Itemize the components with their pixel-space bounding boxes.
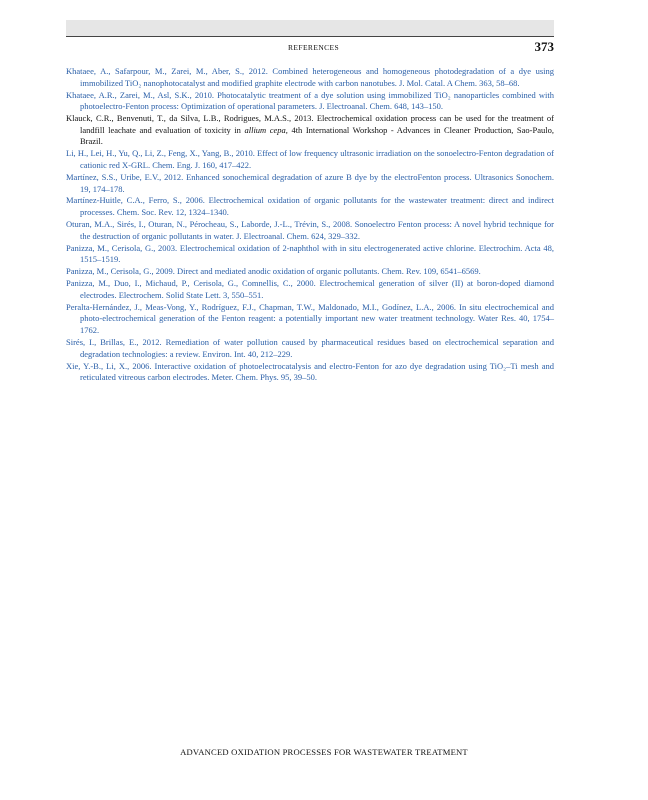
reference-item[interactable]: Li, H., Lei, H., Yu, Q., Li, Z., Feng, X., Yang, B., 2010. Effect of low frequency ultrasonic irradiation on the sonoelectro-Fenton degradation of cationic red X-GRL. Chem. Eng. J. 160, 417–422. [66, 148, 554, 170]
reference-item[interactable]: Martínez, S.S., Uribe, E.V., 2012. Enhanced sonochemical degradation of azure B dye by the electroFenton process. Ultrasonics Sonochem. 19, 174–178. [66, 171, 554, 194]
section-title: REFERENCES [288, 43, 340, 52]
reference-item[interactable]: Khataee, A., Safarpour, M., Zarei, M., Aber, S., 2012. Combined heterogeneous and homogeneous photodegradation of a dye using immobilized TiO₂ nanophotocatalyst and modified graphite electrode with carbon nanotubes. J. Mol. Catal. A Chem. 363, 58–68. [66, 66, 554, 88]
reference-item[interactable]: Martínez-Huitle, C.A., Ferro, S., 2006. Electrochemical oxidation of organic pollutants for the wastewater treatment: direct and indirect processes. Chem. Soc. Rev. 12, 1324–1340. [66, 195, 554, 218]
reference-text: Klauck, C.R., Benvenuti, T., da Silva, L.B., Rodrigues, M.A.S., 2013. Electrochemical oxidation process can be used for the treatment of landfill leachate and evaluation of toxicity in [66, 113, 554, 135]
book-title-footer: ADVANCED OXIDATION PROCESSES FOR WASTEWATER TREATMENT [180, 747, 468, 757]
reference-item[interactable]: Khataee, A.R., Zarei, M., Asl, S.K., 2010. Photocatalytic treatment of a dye solution using immobilized TiO₂ nanoparticles combined with photoelectro-Fenton process: Optimization of operational parameters. J. Electroanal. Chem. 648, 143–150. [66, 89, 554, 112]
reference-item[interactable]: Peralta-Hernández, J., Meas-Vong, Y., Rodríguez, F.J., Chapman, T.W., Maldonado, M.I., Godínez, L.A., 2006. In situ electrochemical and photo-electrochemical generation of the Fenton reagent: a potentially important new water treatment technology. Water Res. 40, 1754–1762. [66, 301, 554, 335]
reference-item[interactable]: Xie, Y.-B., Li, X., 2006. Interactive oxidation of photoelectrocatalysis and electro-Fenton for azo dye degradation using TiO₂–Ti mesh and reticulated vitreous carbon electrodes. Meter. Chem. Phys. 95, 39–50. [66, 360, 554, 383]
reference-list [66, 66, 554, 384]
reference-item[interactable]: Panizza, M., Cerisola, G., 2003. Electrochemical oxidation of 2-naphthol with in situ electrogenerated active chlorine. Electrochim. Acta 48, 1515–1519. [66, 242, 554, 265]
running-head [66, 40, 554, 56]
page-number: 373 [534, 39, 554, 54]
reference-text: , 4th International Workshop - Advances in Cleaner Production, Sao-Paulo, Brazil. [80, 124, 554, 147]
header-rule [66, 36, 554, 37]
reference-item[interactable]: Oturan, M.A., Sirés, I., Oturan, N., Pérocheau, S., Laborde, J.-L., Trévin, S., 2008. Sonoelectro Fenton process: A novel hybrid technique for the destruction of organic pollutants in water. J. Electroanal. Chem. 624, 329–332. [66, 219, 554, 241]
header-bar [66, 20, 554, 36]
reference-item [66, 113, 554, 148]
species-name: allium cepa [244, 124, 286, 135]
reference-item[interactable]: Panizza, M., Duo, I., Michaud, P., Cerisola, G., Comnellis, C., 2000. Electrochemical generation of silver (II) at boron-doped diamond electrodes. Electrochem. Solid State Lett. 3, 550–551. [66, 278, 554, 300]
reference-item[interactable]: Sirés, I., Brillas, E., 2012. Remediation of water pollution caused by pharmaceutical residues based on electrochemical separation and degradation technologies: a review. Environ. Int. 40, 212–229. [66, 336, 554, 359]
reference-item[interactable]: Panizza, M., Cerisola, G., 2009. Direct and mediated anodic oxidation of organic pollutants. Chem. Rev. 109, 6541–6569. [66, 266, 481, 277]
